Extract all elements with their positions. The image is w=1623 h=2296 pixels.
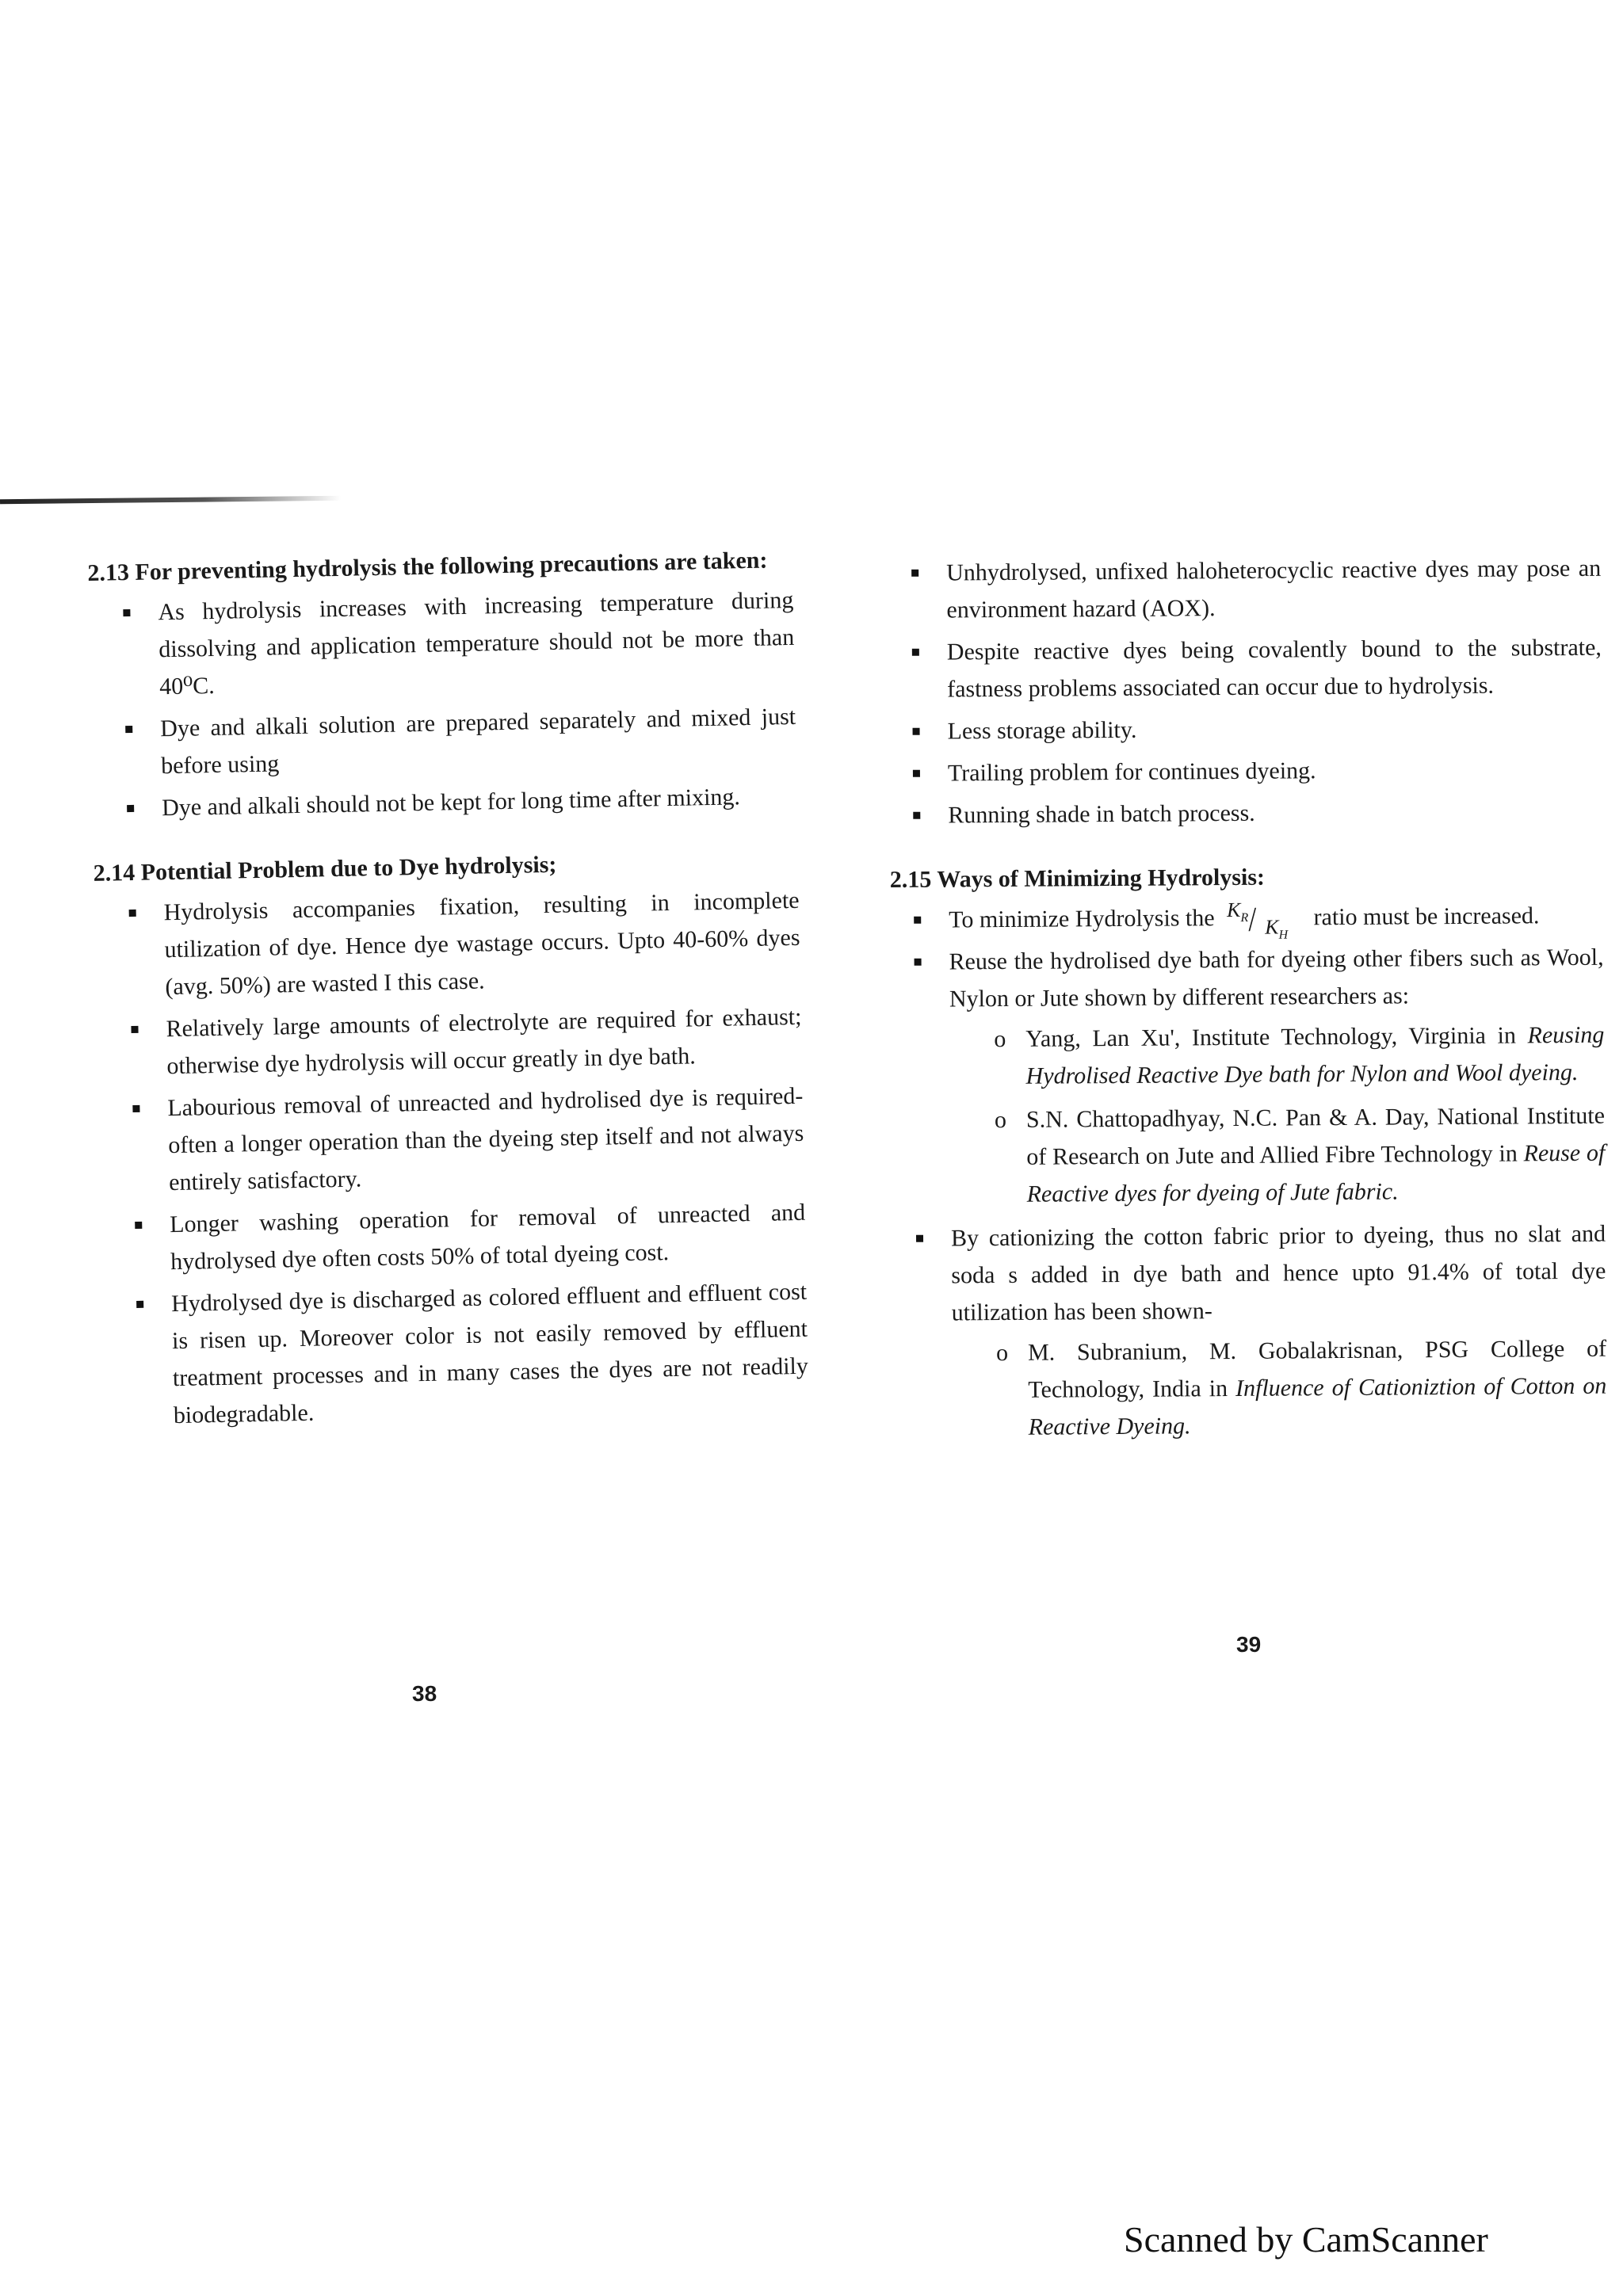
minimizing-list [890, 897, 1607, 1447]
list-item: Dye and alkali should not be kept for long time after mixing. [127, 777, 798, 827]
section-2-14 [93, 841, 809, 1436]
section-heading-2-13: 2.13 For preventing hydrolysis the following precautions are taken: [87, 547, 768, 586]
item-text: To minimize Hydrolysis the [949, 905, 1215, 933]
formula-slash: / [1248, 899, 1257, 939]
kr-kh-ratio-formula [1220, 898, 1308, 942]
scan-edge-shadow [0, 496, 341, 505]
sub-list-item: o M. Subranium, M. Gobalakrisnan, PSG College of Technology, India in Influence of Cationiztion of Cotton on Reactive Dyeing. [996, 1330, 1607, 1446]
precautions-list [88, 582, 797, 828]
item-text: Reuse the hydrolised dye bath for dyeing other fibers such as Wool, Nylon or Jute shown by different researchers as: [949, 944, 1604, 1013]
list-item: Relatively large amounts of electrolyte are required for exhaust; otherwise dye hydrolysis will occur greatly in dye bath. [131, 998, 803, 1085]
list-item: Less storage ability. [912, 708, 1602, 750]
page-number-left: 38 [412, 1681, 437, 1706]
problems-list-continued [888, 550, 1602, 834]
item-text: By cationizing the cotton fabric prior to dyeing, thus no slat and soda s added in dye bath and hence upto 91.4% of total dye utilization has been shown- [950, 1220, 1606, 1326]
sub-list-item: o S.N. Chattopadhyay, N.C. Pan & A. Day, National Institute of Research on Jute and Allied Fibre Technology in Reuse of Reactive dyes for dyeing of Jute fabric. [995, 1097, 1606, 1213]
list-item [914, 897, 1603, 942]
list-item: Dye and alkali solution are prepared separately and mixed just before using [125, 698, 797, 785]
cationization-list [952, 1330, 1607, 1447]
list-item: As hydrolysis increases with increasing temperature during dissolving and application temperature should not be more than 40⁰C. [123, 582, 796, 706]
section-2-15 [890, 856, 1607, 1447]
section-heading-2-15: 2.15 Ways of Minimizing Hydrolysis: [889, 864, 1266, 893]
list-item: Running shade in batch process. [913, 792, 1602, 834]
page-number-right: 39 [1236, 1632, 1262, 1657]
list-item: Longer washing operation for removal of unreacted and hydrolysed dye often costs 50% of total dyeing cost. [135, 1194, 807, 1281]
researchers-list [949, 1016, 1606, 1214]
list-item: Despite reactive dyes being covalently bound to the substrate, fastness problems associated can occur due to hydrolysis. [912, 629, 1602, 708]
sub-list-item: o Yang, Lan Xu', Institute Technology, Virginia in Reusing Hydrolised Reactive Dye bath for Nylon and Wool dyeing. [994, 1016, 1605, 1095]
list-item: Hydrolysed dye is discharged as colored effluent and effluent cost is risen up. Moreover color is not easily removed by effluent treatment processes and in many cases the dyes are not readily biodegradable. [136, 1273, 809, 1435]
right-page [888, 550, 1607, 1474]
problems-list [94, 882, 809, 1436]
formula-denominator: $K_H$ [1265, 915, 1289, 942]
formula-numerator: $K_R$ [1226, 898, 1249, 925]
right-top-continuation [888, 550, 1602, 834]
camscanner-watermark: Scanned by CamScanner [1124, 2219, 1488, 2260]
list-item [916, 1215, 1607, 1447]
left-page [87, 541, 810, 1463]
section-heading-2-14: 2.14 Potential Problem due to Dye hydrolysis; [93, 851, 557, 887]
list-item: Hydrolysis accompanies fixation, resulting in incomplete utilization of dye. Hence dye wastage occurs. Upto 40-60% dyes (avg. 50%) are wasted I this case. [128, 882, 801, 1006]
section-2-13 [87, 541, 797, 828]
list-item [914, 939, 1605, 1214]
list-item: Trailing problem for continues dyeing. [913, 750, 1602, 792]
item-text: ratio must be increased. [1313, 902, 1540, 931]
list-item: Unhydrolysed, unfixed haloheterocyclic reactive dyes may pose an environment hazard (AOX). [911, 550, 1602, 629]
list-item: Labourious removal of unreacted and hydrolised dye is required-often a longer operation than the dyeing step itself and not always entirely satisfactory. [132, 1077, 805, 1202]
